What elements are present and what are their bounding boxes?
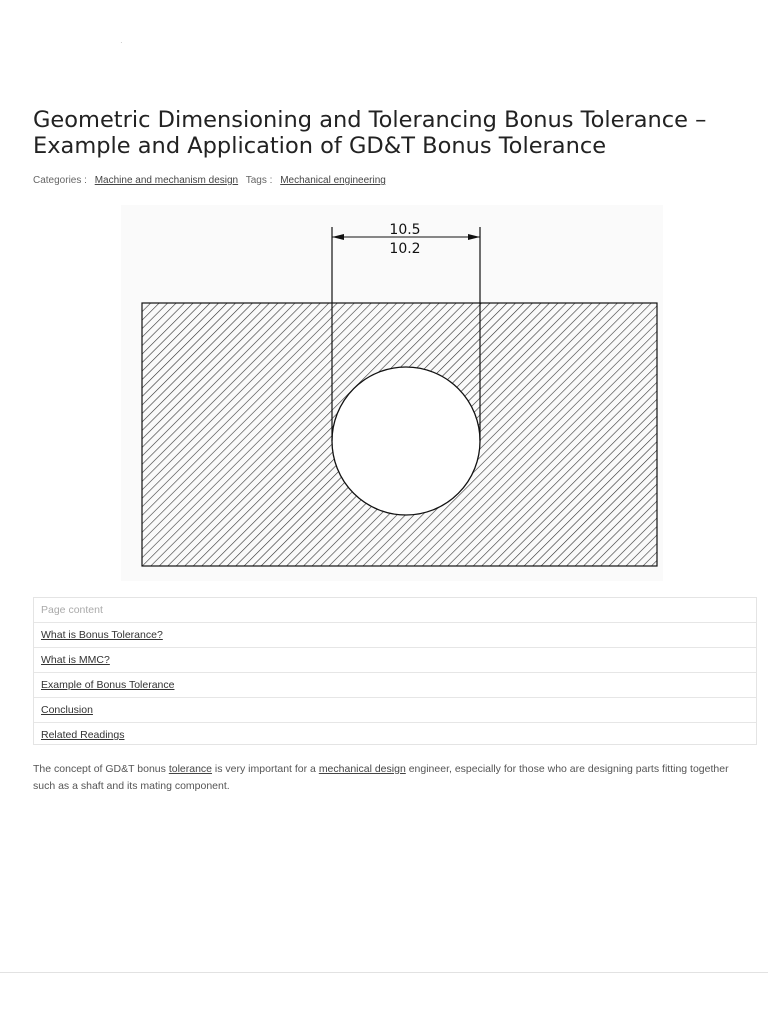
toc-item — [34, 722, 756, 747]
para-text: is very important for a — [212, 763, 319, 775]
tag-link[interactable]: Mechanical engineering — [280, 175, 386, 186]
mechanical-design-link[interactable]: mechanical design — [318, 763, 406, 775]
toc-item — [34, 672, 756, 697]
gdt-drawing — [121, 205, 663, 581]
page-title: Geometric Dimensioning and Tolerancing Bonus Tolerance – Example and Application of GD&T Bonus Tolerance — [33, 107, 707, 159]
para-text: engineer, especially for those who are designing parts fitting together such as a shaft and its mating component. — [33, 763, 729, 792]
footer-divider — [0, 972, 768, 973]
article-meta — [33, 175, 386, 186]
para-text: The concept of GD&T bonus — [33, 763, 169, 775]
toc-item — [34, 622, 756, 647]
toc-item — [34, 647, 756, 672]
toc-link-bonus-tolerance[interactable]: What is Bonus Tolerance? — [41, 629, 163, 641]
intro-paragraph — [33, 761, 743, 795]
tolerance-link[interactable]: tolerance — [168, 763, 213, 775]
hole — [332, 367, 480, 515]
toc-title: Page content — [41, 604, 103, 616]
dimension-lower: 10.2 — [389, 241, 421, 257]
dimension-upper: 10.5 — [389, 222, 421, 238]
categories-label: Categories : — [33, 175, 87, 186]
toc-item — [34, 697, 756, 722]
toc-link-related-readings[interactable]: Related Readings — [41, 729, 125, 741]
page-content-box — [33, 597, 757, 745]
category-link[interactable]: Machine and mechanism design — [94, 175, 239, 186]
toc-link-mmc[interactable]: What is MMC? — [41, 654, 110, 666]
tags-label: Tags : — [245, 175, 273, 186]
toc-link-conclusion[interactable]: Conclusion — [41, 704, 93, 716]
toc-link-example[interactable]: Example of Bonus Tolerance — [41, 679, 175, 691]
header-mark: · — [120, 38, 123, 47]
